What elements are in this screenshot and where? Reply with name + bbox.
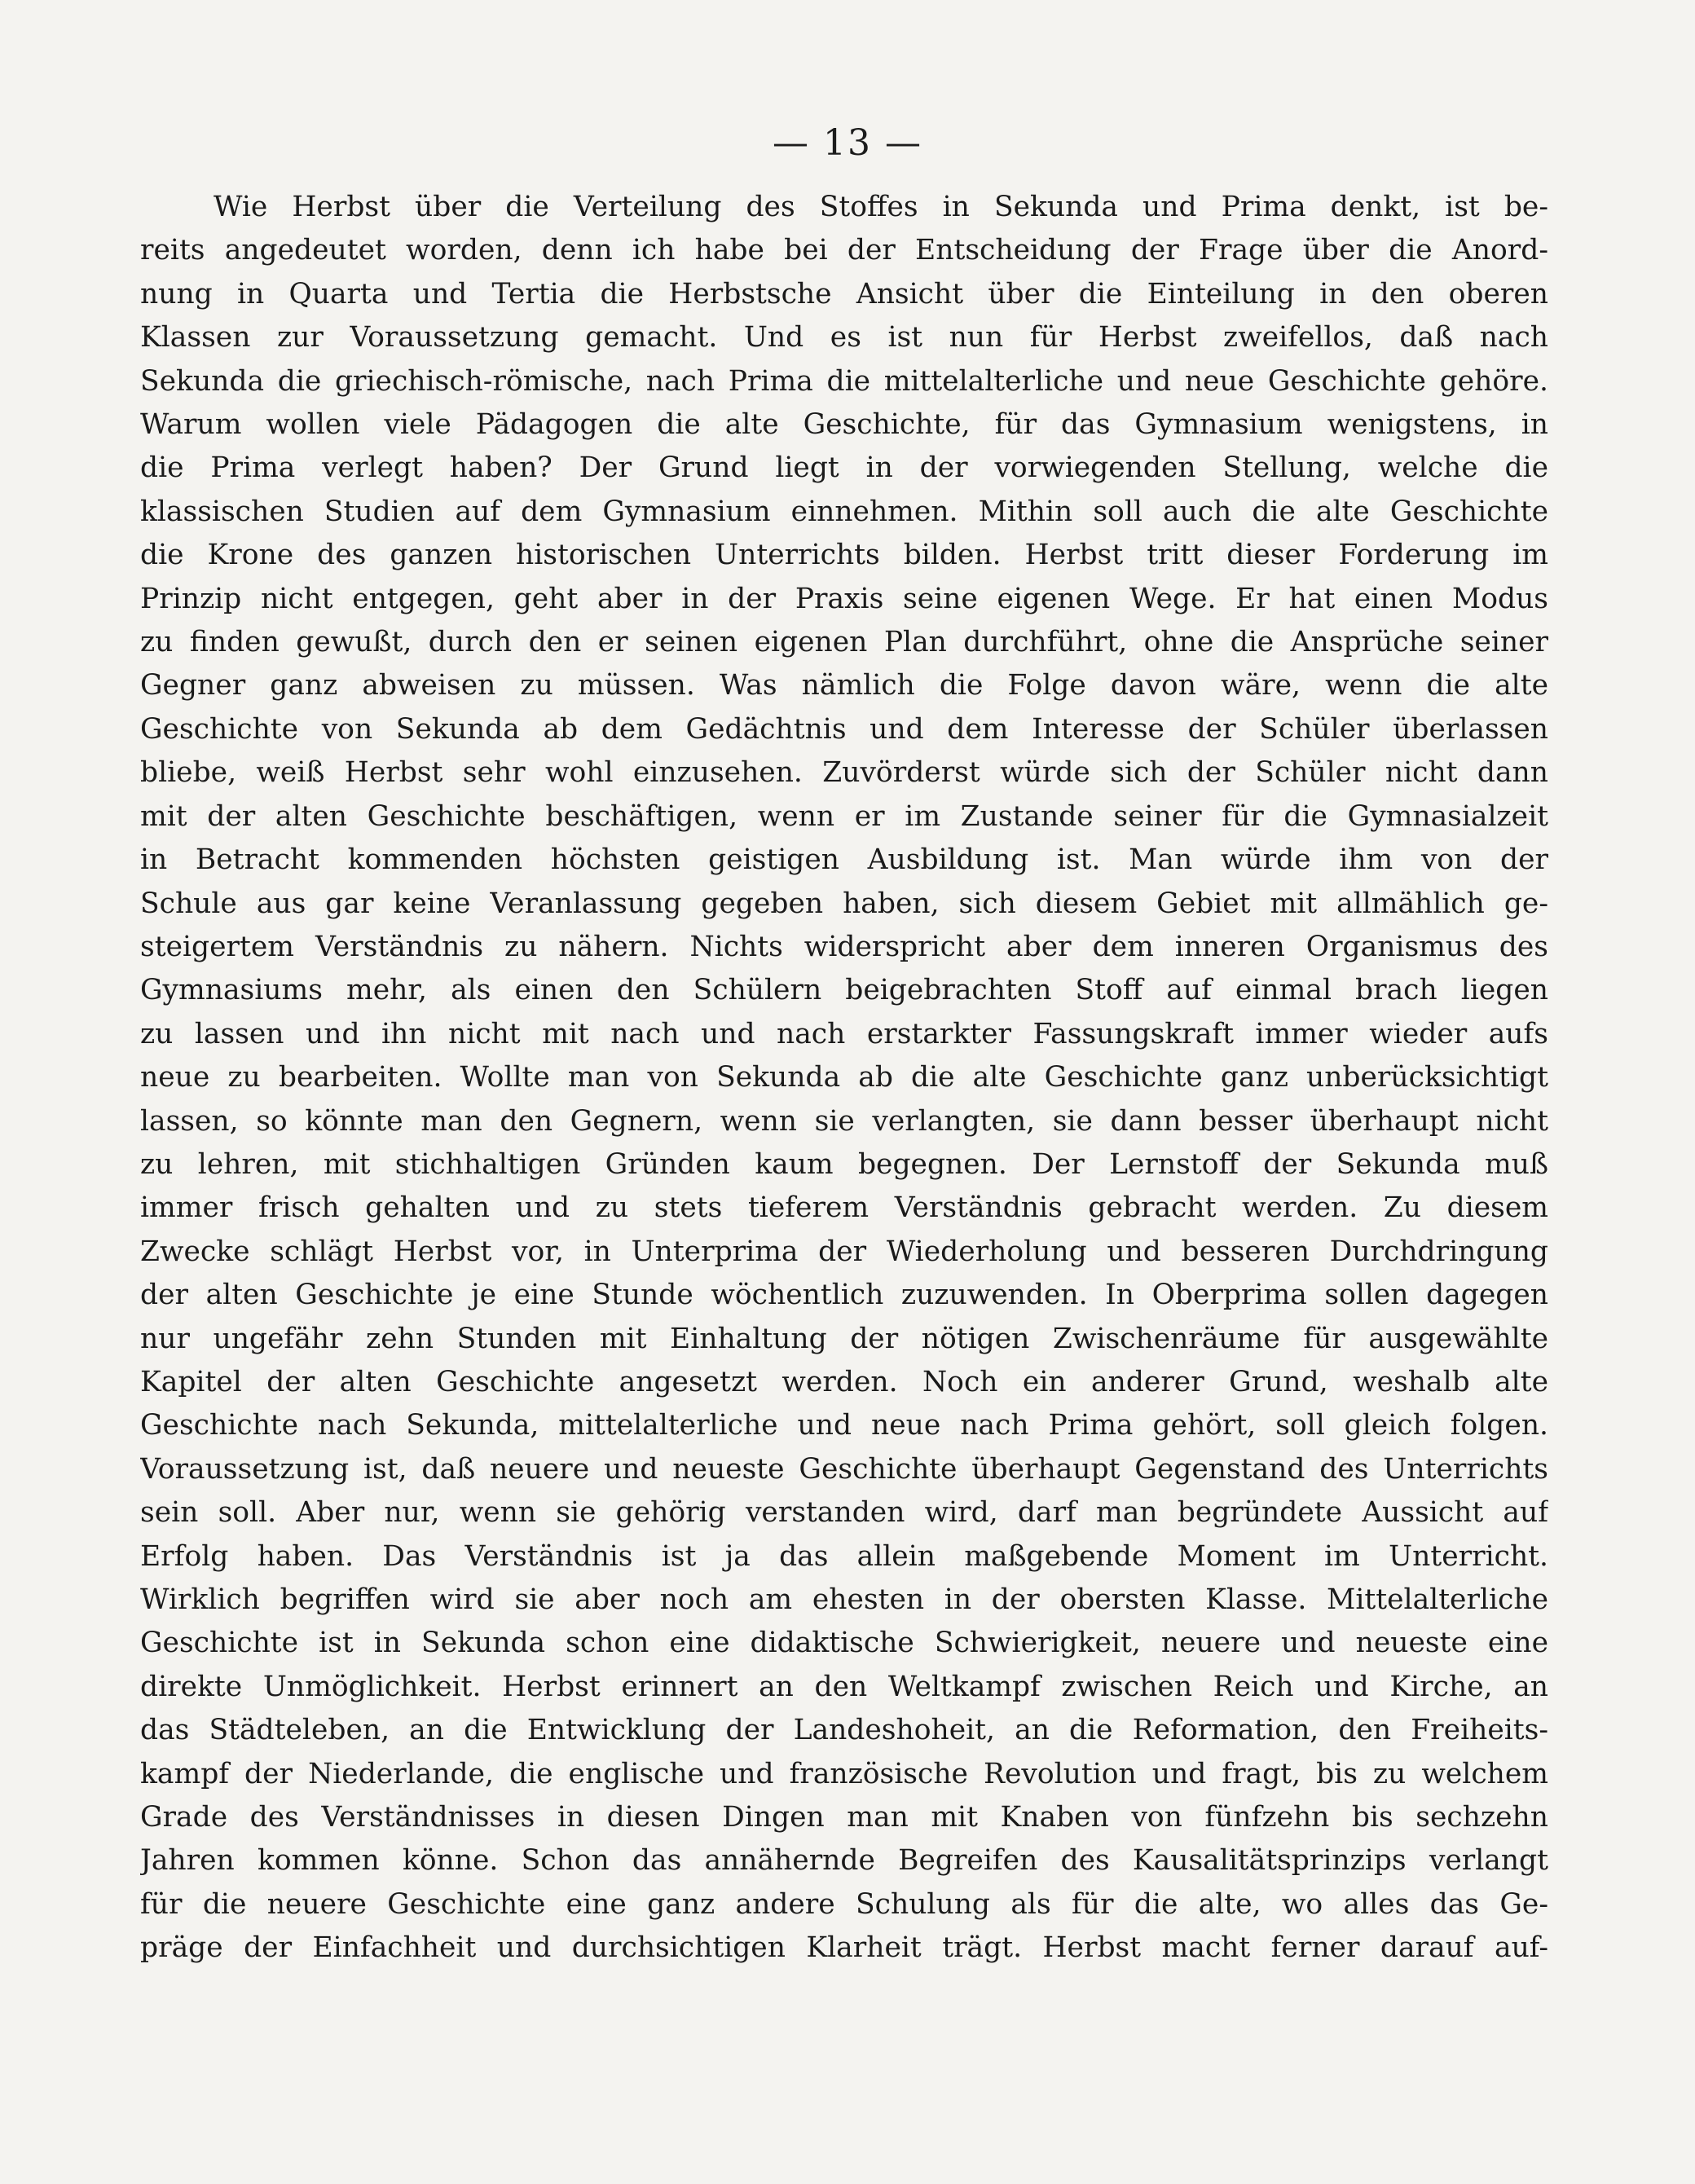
text-line: neue zu bearbeiten. Wollte man von Sekunda ab die alte Geschichte ganz unberücksichtigt (140, 1061, 1548, 1094)
text-line: Klassen zur Voraussetzung gemacht. Und es ist nun für Herbst zweifellos, daß nach (140, 321, 1548, 354)
text-line: Warum wollen viele Pädagogen die alte Geschichte, für das Gymnasium wenigstens, in (140, 408, 1548, 442)
text-line: Prinzip nicht entgegen, geht aber in der Praxis seine eigenen Wege. Er hat einen Modus (140, 582, 1548, 615)
text-line: Wie Herbst über die Verteilung des Stoffes in Sekunda und Prima denkt, ist be- (214, 191, 1548, 223)
text-line: die Krone des ganzen historischen Unterrichts bilden. Herbst tritt dieser Forderung im (140, 539, 1548, 572)
text-line: zu finden gewußt, durch den er seinen eigenen Plan durchführt, ohne die Ansprüche seiner (140, 626, 1548, 659)
body-paragraph (140, 186, 1548, 1970)
text-line: die Prima verlegt haben? Der Grund liegt in der vorwiegenden Stellung, welche die (140, 451, 1548, 485)
text-line: reits angedeutet worden, denn ich habe bei der Entscheidung der Frage über die Anord- (140, 234, 1548, 267)
text-line: Sekunda die griechisch-römische, nach Prima die mittelalterliche und neue Geschichte gehöre. (140, 364, 1548, 398)
text-line: Voraussetzung ist, daß neuere und neueste Geschichte überhaupt Gegenstand des Unterrichts (140, 1452, 1548, 1486)
text-line: Schule aus gar keine Veranlassung gegeben haben, sich diesem Gebiet mit allmählich ge- (140, 887, 1548, 920)
text-line: lassen, so könnte man den Gegnern, wenn sie verlangten, sie dann besser überhaupt nicht (140, 1104, 1548, 1138)
text-line: Gymnasiums mehr, als einen den Schülern beigebrachten Stoff auf einmal brach liegen (140, 974, 1548, 1007)
text-line: Kapitel der alten Geschichte angesetzt werden. Noch ein anderer Grund, weshalb alte (140, 1365, 1548, 1398)
text-line: Geschichte von Sekunda ab dem Gedächtnis und dem Interesse der Schüler überlassen (140, 712, 1548, 746)
text-line: Zwecke schlägt Herbst vor, in Unterprima der Wiederholung und besseren Durchdringung (140, 1235, 1548, 1268)
text-line: Erfolg haben. Das Verständnis ist ja das allein maßgebende Moment im Unterricht. (140, 1539, 1548, 1573)
text-line: Jahren kommen könne. Schon das annähernde Begreifen des Kausalitätsprinzips verlangt (140, 1844, 1548, 1878)
text-line: bliebe, weiß Herbst sehr wohl einzusehen. Zuvörderst würde sich der Schüler nicht dann (140, 756, 1548, 790)
page-number: — 13 — (773, 122, 922, 164)
text-line: zu lassen und ihn nicht mit nach und nach erstarkter Fassungskraft immer wieder aufs (140, 1017, 1548, 1050)
text-line: das Städteleben, an die Entwicklung der Landeshoheit, an die Reformation, den Freiheits- (140, 1714, 1548, 1747)
text-line: immer frisch gehalten und zu stets tieferem Verständnis gebracht werden. Zu diesem (140, 1191, 1548, 1225)
text-line: präge der Einfachheit und durchsichtigen Klarheit trägt. Herbst macht ferner darauf auf- (140, 1931, 1548, 1965)
text-line: klassischen Studien auf dem Gymnasium einnehmen. Mithin soll auch die alte Geschichte (140, 495, 1548, 528)
text-line: nur ungefähr zehn Stunden mit Einhaltung der nötigen Zwischenräume für ausgewählte (140, 1322, 1548, 1355)
text-line: in Betracht kommenden höchsten geistigen Ausbildung ist. Man würde ihm von der (140, 843, 1548, 877)
text-line: nung in Quarta und Tertia die Herbstsche Ansicht über die Einteilung in den oberen (140, 277, 1548, 310)
text-line: zu lehren, mit stichhaltigen Gründen kaum begegnen. Der Lernstoff der Sekunda muß (140, 1147, 1548, 1181)
text-line: Geschichte ist in Sekunda schon eine didaktische Schwierigkeit, neuere und neueste eine (140, 1627, 1548, 1660)
text-line: steigertem Verständnis zu nähern. Nichts widerspricht aber dem inneren Organismus des (140, 930, 1548, 963)
text-line: Geschichte nach Sekunda, mittelalterliche und neue nach Prima gehört, soll gleich folgen. (140, 1409, 1548, 1442)
text-line: für die neuere Geschichte eine ganz andere Schulung als für die alte, wo alles das Ge- (140, 1887, 1548, 1921)
text-line: Wirklich begriffen wird sie aber noch am ehesten in der obersten Klasse. Mittelalterliche (140, 1583, 1548, 1616)
text-line: der alten Geschichte je eine Stunde wöchentlich zuzuwenden. In Oberprima sollen dagegen (140, 1279, 1548, 1312)
text-line: direkte Unmöglichkeit. Herbst erinnert an den Weltkampf zwischen Reich und Kirche, an (140, 1670, 1548, 1703)
text-line: Grade des Verständnisses in diesen Dingen man mit Knaben von fünfzehn bis sechzehn (140, 1801, 1548, 1834)
text-line: sein soll. Aber nur, wenn sie gehörig verstanden wird, darf man begründete Aussicht auf (140, 1496, 1548, 1530)
text-line: Gegner ganz abweisen zu müssen. Was nämlich die Folge davon wäre, wenn die alte (140, 669, 1548, 702)
text-line: mit der alten Geschichte beschäftigen, wenn er im Zustande seiner für die Gymnasialzeit (140, 799, 1548, 833)
text-line: kampf der Niederlande, die englische und französische Revolution und fragt, bis zu welchem (140, 1757, 1548, 1790)
